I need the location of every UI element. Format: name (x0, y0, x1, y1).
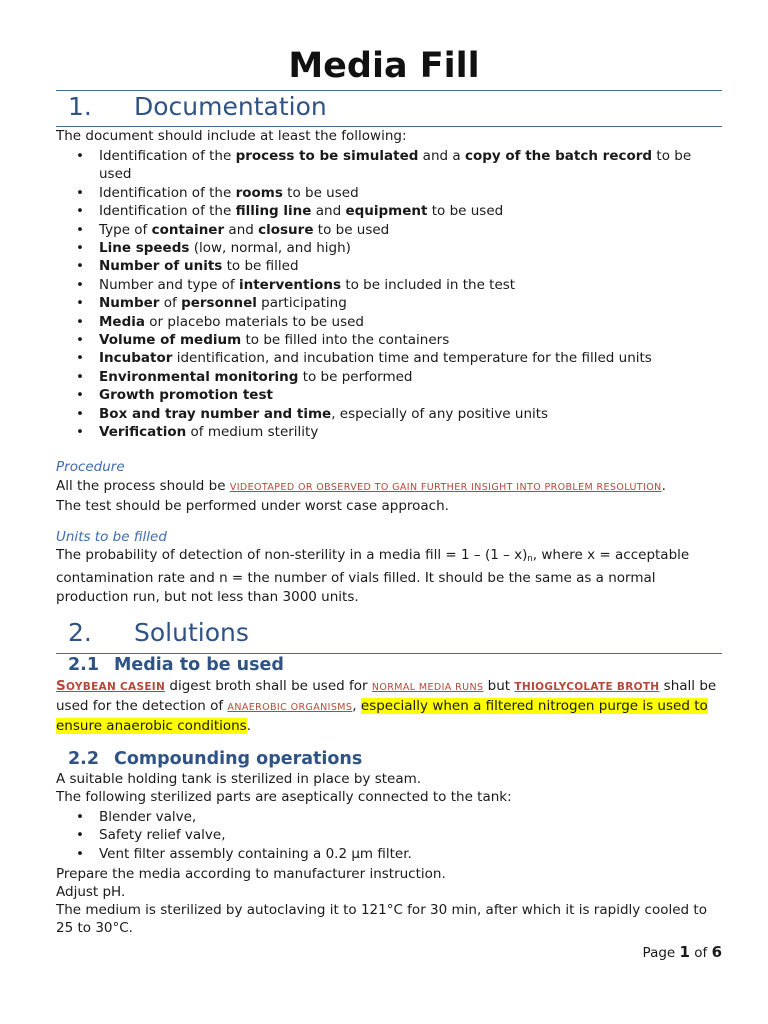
units-text-part: The probability of detection of non-sterility in a media fill = 1 – (1 – x) (56, 547, 528, 563)
list-item-text: Identification of the (99, 203, 236, 220)
page-label: Page (642, 945, 680, 961)
list-item (56, 202, 724, 220)
total-pages: 6 (711, 943, 722, 961)
list-item-text: to be used (313, 221, 390, 238)
list-item (56, 349, 724, 367)
procedure-link[interactable]: VIDEOTAPED OR OBSERVED TO GAIN FURTHER INSIGHT INTO PROBLEM RESOLUTION (229, 482, 662, 493)
section-title: Documentation (134, 92, 327, 121)
units-heading: Units to be filled (56, 529, 167, 545)
list-item-text: interventions (238, 276, 342, 293)
compounding-text: Adjust pH. (56, 884, 126, 900)
documentation-list (56, 147, 724, 442)
list-item-text: to be filled into the containers (241, 332, 450, 349)
section-number: 1. (68, 92, 92, 121)
soybean-casein-link[interactable] (56, 678, 166, 694)
list-item-text: identification, and incubation time and temperature for the filled units (172, 350, 652, 367)
list-item-text: to be used (282, 184, 359, 201)
list-item (56, 221, 724, 239)
thioglycolate-broth-link[interactable]: THIOGLYCOLATE BROTH (514, 681, 660, 693)
list-item-text: to be used (99, 148, 692, 183)
list-item-text: personnel (181, 295, 257, 312)
procedure-text-part: All the process should be (56, 478, 230, 494)
compounding-steps (56, 865, 724, 937)
compounding-intro (56, 770, 724, 806)
list-item-text: and (224, 221, 259, 238)
list-item-text: (low, normal, and high) (189, 240, 351, 257)
link-text: OYBEAN CASEIN (66, 681, 166, 693)
list-item (56, 368, 724, 386)
section-2-1-heading (68, 654, 284, 676)
list-item-text: filling line (235, 203, 312, 220)
list-item-text: Incubator (99, 350, 173, 367)
list-item (56, 276, 724, 294)
units-text-part: , where x = acceptable contamination rate and n = the number of vials filled. It should be the same as a normal production run, but not less than 3000 units. (56, 547, 690, 605)
list-item-text: of (159, 295, 182, 312)
intro-text: The document should include at least the following: (56, 128, 407, 144)
list-item-text: and a (418, 148, 465, 164)
list-item: • Safety relief valve, (56, 826, 724, 844)
list-item (56, 386, 724, 404)
list-item-text: or placebo materials to be used (145, 313, 364, 330)
list-item (56, 257, 724, 275)
link-text: S (56, 678, 67, 694)
list-item-text: closure (258, 221, 314, 238)
list-item-text: Identification of the (99, 184, 236, 201)
units-text (56, 546, 724, 607)
list-item: • Blender valve, (56, 808, 724, 826)
list-item (56, 294, 724, 312)
procedure-text-part: . (661, 478, 666, 494)
media-text-part: , (352, 698, 361, 714)
list-item-text: of medium sterility (186, 424, 319, 441)
list-item-text: Growth promotion test (99, 387, 273, 404)
compounding-text: Prepare the media according to manufacturer instruction. (56, 866, 446, 882)
subscript-n: n (527, 554, 533, 564)
list-item (56, 405, 724, 423)
anaerobic-organisms-link[interactable]: ANAEROBIC ORGANISMS (227, 702, 353, 713)
list-item-text: Type of (99, 221, 152, 238)
list-item (56, 239, 724, 257)
list-item-text: Number (99, 295, 160, 312)
list-item-text: , especially of any positive units (331, 405, 549, 422)
section-number: 2. (68, 618, 92, 647)
compounding-text: The following sterilized parts are aseptically connected to the tank: (56, 789, 512, 805)
media-text-part: but (483, 678, 515, 694)
list-item-text: and (311, 203, 346, 220)
procedure-heading: Procedure (56, 459, 125, 475)
list-item-text: Line speeds (99, 240, 190, 257)
list-item (56, 147, 724, 184)
current-page: 1 (679, 943, 690, 961)
list-item-text: rooms (235, 184, 283, 201)
media-text-part: digest broth shall be used for (165, 678, 372, 694)
list-item-text: Media (99, 313, 145, 330)
list-item (56, 331, 724, 349)
compounding-text: A suitable holding tank is sterilized in place by steam. (56, 771, 422, 787)
list-item-text: Volume of medium (99, 332, 242, 349)
list-item-text: to be used (427, 203, 504, 220)
list-item-text: to be filled (222, 258, 299, 275)
media-text-part: shall be used for the detection of (56, 678, 717, 714)
list-item-text: Number of units (99, 258, 223, 275)
section-title: Media to be used (114, 655, 284, 675)
list-item-text: participating (256, 295, 347, 312)
parts-list (56, 808, 724, 863)
section-number: 2.1 (68, 655, 100, 675)
list-item-text: Environmental monitoring (99, 368, 299, 385)
divider (56, 90, 722, 91)
page-of: of (689, 945, 712, 961)
list-item-text: equipment (345, 203, 428, 220)
list-item (56, 423, 724, 441)
page-title: Media Fill (288, 46, 480, 86)
compounding-text: The medium is sterilized by autoclaving it to 121°C for 30 min, after which it is rapidly cooled to 25 to 30°C. (56, 902, 707, 936)
list-item-text: Box and tray number and time (99, 405, 332, 422)
list-item-text: Number and type of (99, 276, 239, 293)
page-number (643, 943, 722, 962)
list-item (56, 313, 724, 331)
normal-media-runs-link[interactable]: NORMAL MEDIA RUNS (371, 682, 484, 693)
list-item-text: container (151, 221, 225, 238)
section-1-heading (68, 92, 327, 122)
section-2-heading (68, 618, 249, 648)
list-item-text: Identification of the (99, 148, 236, 164)
section-title: Solutions (134, 618, 249, 647)
list-item-text: process to be simulated (235, 148, 419, 164)
procedure-text-part: The test should be performed under worst case approach. (56, 498, 449, 514)
list-item-text: copy of the batch record (464, 148, 653, 164)
media-text-part: . (246, 718, 252, 734)
list-item (56, 184, 724, 202)
section-title: Compounding operations (114, 749, 363, 769)
procedure-text (56, 477, 724, 516)
media-text (56, 677, 724, 736)
list-item-text: to be performed (298, 368, 413, 385)
list-item-text: to be included in the test (341, 276, 516, 293)
section-number: 2.2 (68, 749, 100, 769)
highlighted-text: especially when a filtered nitrogen purge is used to ensure anaerobic conditions (56, 698, 708, 734)
list-item-text: Verification (99, 424, 187, 441)
section-2-2-heading (68, 748, 362, 770)
list-item: • Vent filter assembly containing a 0.2 µm filter. (56, 845, 724, 863)
